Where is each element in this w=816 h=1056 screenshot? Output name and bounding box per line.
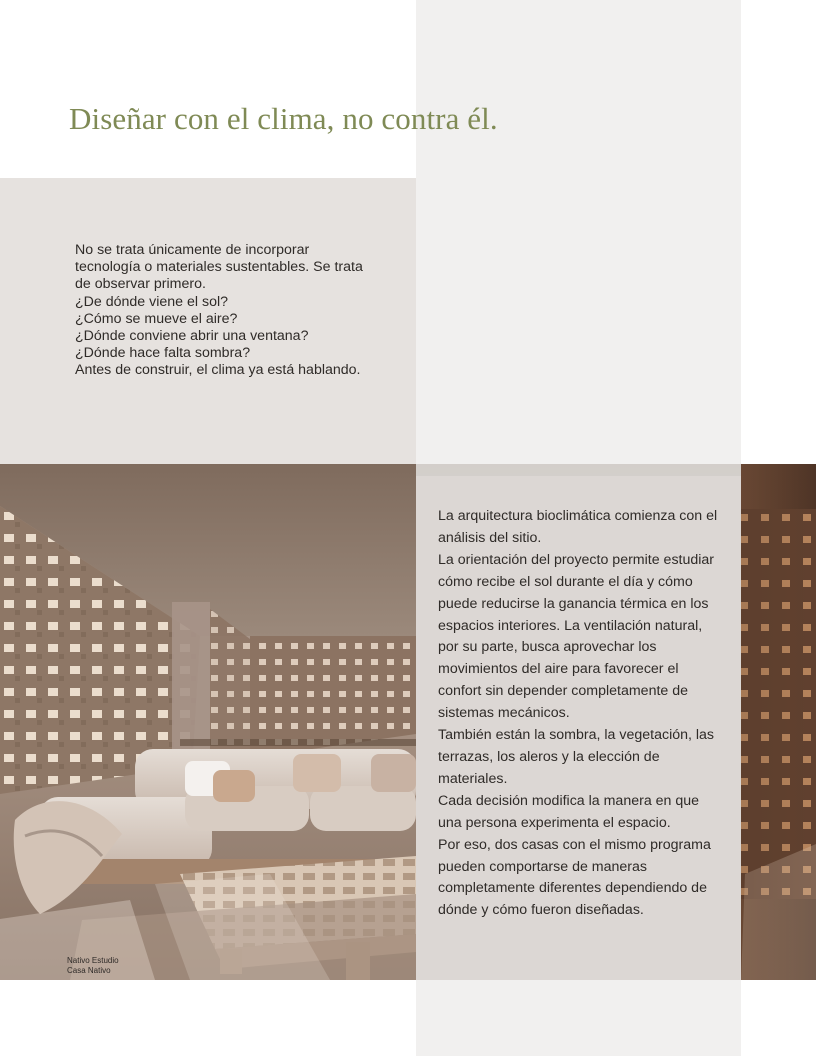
photo-caption bbox=[67, 956, 187, 976]
body-text-block bbox=[438, 506, 723, 922]
body-paragraph-2: La orientación del proyecto permite estudiar cómo recibe el sol durante el día y cómo puede reducirse la ganancia térmica en los espacios interiores. La ventilación natural, por su parte, busca aprovechar los movimientos del aire para favorecer el confort sin depender completamente de sistemas mecánicos. bbox=[438, 551, 715, 722]
intro-line-5: ¿Dónde hace falta sombra? bbox=[75, 345, 251, 362]
page-title: Diseñar con el clima, no contra él. bbox=[69, 101, 498, 136]
body-paragraph-3: También están la sombra, la vegetación, las terrazas, los aleros y la elección de materiales. bbox=[438, 727, 715, 787]
intro-line-4: ¿Dónde conviene abrir una ventana? bbox=[75, 328, 309, 345]
intro-line-2: ¿De dónde viene el sol? bbox=[75, 293, 229, 310]
body-paragraph-1: La arquitectura bioclimática comienza con el análisis del sitio. bbox=[438, 508, 718, 546]
body-paragraph-5: Por eso, dos casas con el mismo programa pueden comportarse de maneras completamente diferentes dependiendo de dónde y cómo fueron diseñadas. bbox=[438, 836, 711, 919]
photo-caption-project: Casa Nativo bbox=[67, 966, 111, 975]
intro-line-3: ¿Cómo se mueve el aire? bbox=[75, 310, 238, 327]
photo-caption-studio: Nativo Estudio bbox=[67, 956, 119, 965]
body-paragraph-4: Cada decisión modifica la manera en que una persona experimenta el espacio. bbox=[438, 792, 700, 831]
photo-right-fade bbox=[741, 464, 816, 980]
intro-line-6: Antes de construir, el clima ya está hablando. bbox=[75, 362, 361, 379]
intro-text-block bbox=[75, 242, 375, 380]
intro-line-1: No se trata únicamente de incorporar tecnología o materiales sustentables. Se trata de observar primero. bbox=[75, 242, 363, 293]
